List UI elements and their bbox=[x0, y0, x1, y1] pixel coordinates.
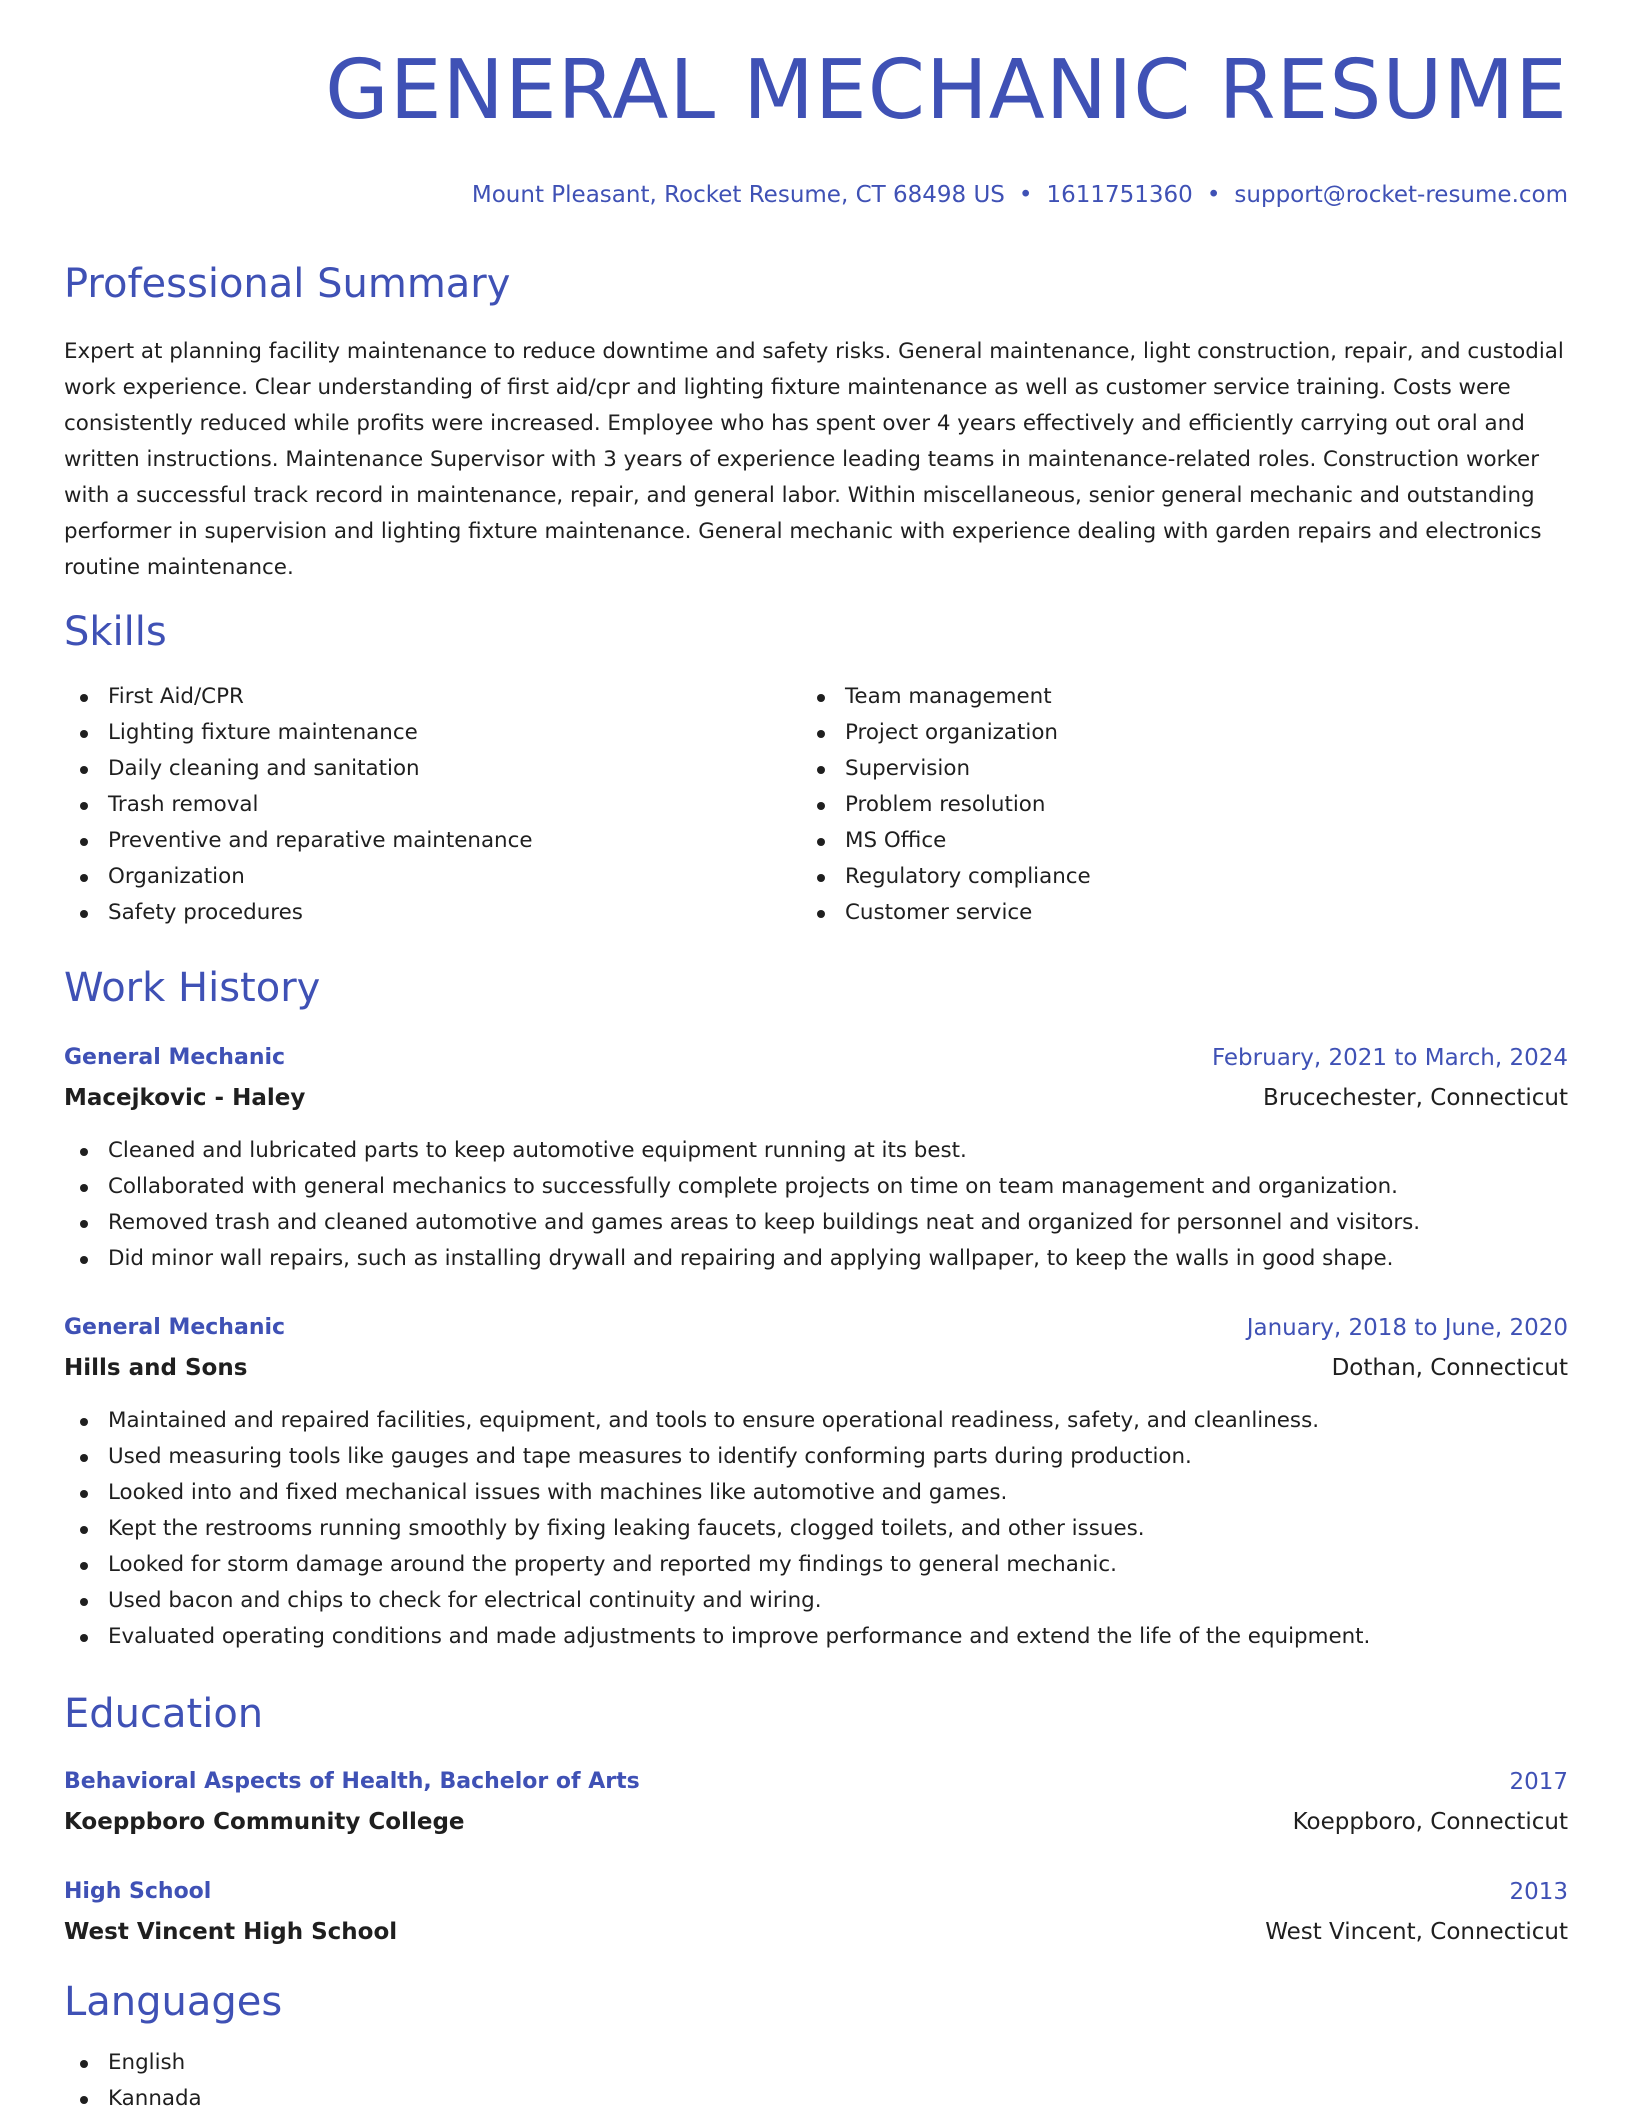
job-location: Dothan, Connecticut bbox=[1331, 1355, 1568, 1381]
job-duties-list bbox=[64, 1403, 1370, 1655]
job-duty: Did minor wall repairs, such as installing drywall and repairing and applying wallpaper, to keep the walls in good shape. bbox=[64, 1241, 1420, 1277]
skill-item: Lighting fixture maintenance bbox=[64, 715, 533, 751]
skills-list-right bbox=[801, 679, 1091, 931]
job-dates: February, 2021 to March, 2024 bbox=[1211, 1045, 1568, 1071]
languages-list bbox=[64, 2045, 202, 2117]
summary-text: Expert at planning facility maintenance to reduce downtime and safety risks. General maintenance, light construction, repair, and custodial work experience. Clear understanding of first aid/cpr and lighting fixture maintenance as well as customer service training. Costs were consistently reduced while profits were increased. Employee who has spent over 4 years effectively and efficiently carrying out oral and written instructions. Maintenance Supervisor with 3 years of experience leading teams in maintenance-related roles. Construction worker with a successful track record in maintenance, repair, and general labor. Within miscellaneous, senior general mechanic and outstanding performer in supervision and lighting fixture maintenance. General mechanic with experience dealing with garden repairs and electronics routine maintenance. bbox=[64, 339, 1564, 580]
skill-item: Trash removal bbox=[64, 787, 533, 823]
job-duty: Used measuring tools like gauges and tape measures to identify conforming parts during production. bbox=[64, 1439, 1370, 1475]
job-title-row bbox=[64, 1041, 1568, 1075]
email-link[interactable]: support@rocket-resume.com bbox=[1234, 182, 1568, 208]
phone-text: 1611751360 bbox=[1046, 182, 1193, 208]
skill-item: Problem resolution bbox=[801, 787, 1091, 823]
separator-dot: • bbox=[1206, 182, 1221, 208]
education-heading: Education bbox=[64, 1691, 264, 1737]
skill-item: Supervision bbox=[801, 751, 1091, 787]
resume-title: GENERAL MECHANIC RESUME bbox=[325, 43, 1568, 138]
separator-dot: • bbox=[1018, 182, 1033, 208]
job-duty: Maintained and repaired facilities, equipment, and tools to ensure operational readiness, safety, and cleanliness. bbox=[64, 1403, 1370, 1439]
job-company: Hills and Sons bbox=[64, 1355, 248, 1381]
summary-heading: Professional Summary bbox=[64, 261, 511, 307]
job-duty: Kept the restrooms running smoothly by fixing leaking faucets, clogged toilets, and other issues. bbox=[64, 1511, 1370, 1547]
skill-item: Safety procedures bbox=[64, 895, 533, 931]
job-company-row bbox=[64, 1081, 1568, 1115]
job-duty: Cleaned and lubricated parts to keep automotive equipment running at its best. bbox=[64, 1133, 1420, 1169]
language-item: Kannada bbox=[64, 2081, 202, 2117]
job-duty: Collaborated with general mechanics to successfully complete projects on time on team management and organization. bbox=[64, 1169, 1420, 1205]
education-school-row bbox=[64, 1805, 1568, 1839]
education-location: Koeppboro, Connecticut bbox=[1292, 1809, 1568, 1835]
job-duty: Evaluated operating conditions and made adjustments to improve performance and extend the life of the equipment. bbox=[64, 1619, 1370, 1655]
education-school-row bbox=[64, 1915, 1568, 1949]
skill-item: Regulatory compliance bbox=[801, 859, 1091, 895]
skills-list-left bbox=[64, 679, 533, 931]
address-text: Mount Pleasant, Rocket Resume, CT 68498 US bbox=[471, 182, 1005, 208]
language-item: English bbox=[64, 2045, 202, 2081]
job-duties-list bbox=[64, 1133, 1420, 1277]
job-duty: Used bacon and chips to check for electrical continuity and wiring. bbox=[64, 1583, 1370, 1619]
job-location: Brucechester, Connecticut bbox=[1263, 1085, 1568, 1111]
job-duty: Looked into and fixed mechanical issues with machines like automotive and games. bbox=[64, 1475, 1370, 1511]
work-history-heading: Work History bbox=[64, 965, 321, 1011]
education-title-row bbox=[64, 1765, 1568, 1799]
skill-item: Project organization bbox=[801, 715, 1091, 751]
contact-line bbox=[472, 182, 1568, 208]
job-dates: January, 2018 to June, 2020 bbox=[1246, 1315, 1568, 1341]
job-role: General Mechanic bbox=[64, 1045, 286, 1070]
education-school: West Vincent High School bbox=[64, 1919, 398, 1945]
skills-heading: Skills bbox=[64, 609, 167, 655]
skill-item: MS Office bbox=[801, 823, 1091, 859]
education-year: 2013 bbox=[1509, 1879, 1568, 1905]
languages-heading: Languages bbox=[64, 1979, 283, 2025]
skill-item: Preventive and reparative maintenance bbox=[64, 823, 533, 859]
education-location: West Vincent, Connecticut bbox=[1265, 1919, 1568, 1945]
education-degree: Behavioral Aspects of Health, Bachelor of Arts bbox=[64, 1769, 640, 1794]
job-duty: Looked for storm damage around the property and reported my findings to general mechanic. bbox=[64, 1547, 1370, 1583]
skill-item: Organization bbox=[64, 859, 533, 895]
job-company-row bbox=[64, 1351, 1568, 1385]
skill-item: Daily cleaning and sanitation bbox=[64, 751, 533, 787]
job-company: Macejkovic - Haley bbox=[64, 1085, 306, 1111]
skill-item: First Aid/CPR bbox=[64, 679, 533, 715]
job-title-row bbox=[64, 1311, 1568, 1345]
education-title-row bbox=[64, 1875, 1568, 1909]
skill-item: Team management bbox=[801, 679, 1091, 715]
job-role: General Mechanic bbox=[64, 1315, 286, 1340]
education-school: Koeppboro Community College bbox=[64, 1809, 465, 1835]
job-duty: Removed trash and cleaned automotive and games areas to keep buildings neat and organized for personnel and visitors. bbox=[64, 1205, 1420, 1241]
skill-item: Customer service bbox=[801, 895, 1091, 931]
education-degree: High School bbox=[64, 1879, 212, 1904]
education-year: 2017 bbox=[1509, 1769, 1568, 1795]
